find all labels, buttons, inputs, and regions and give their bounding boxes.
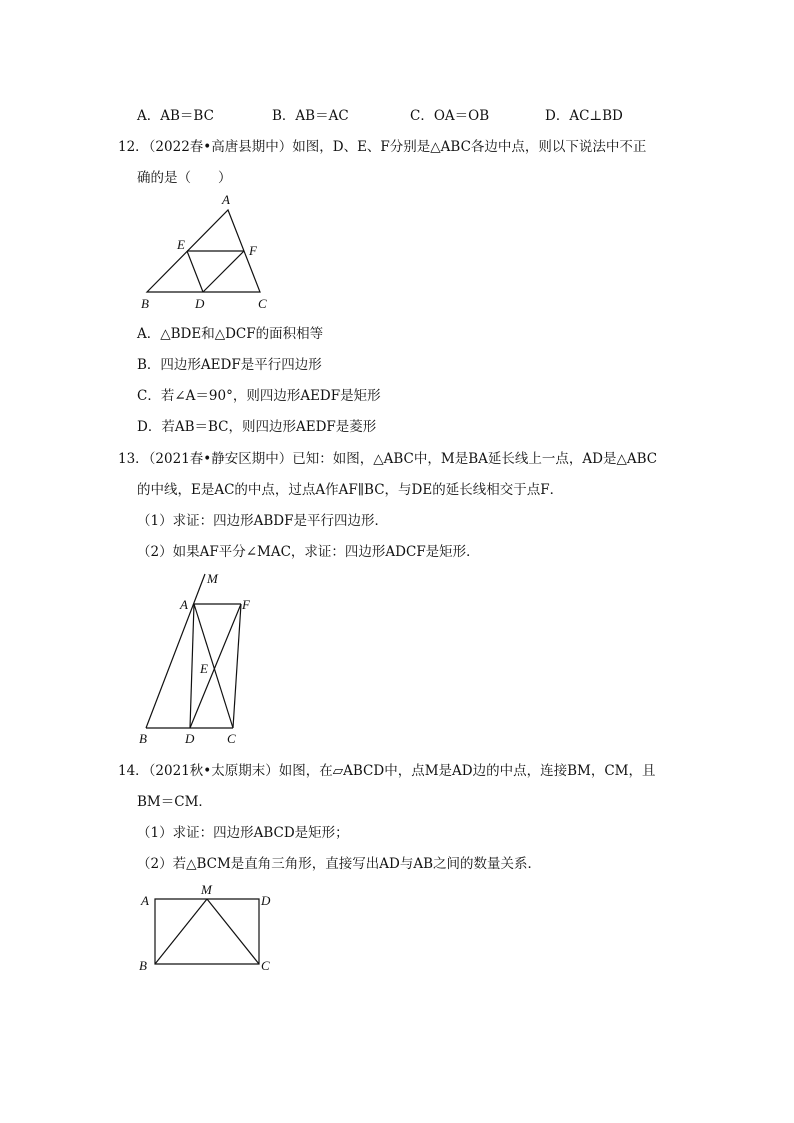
label-c: C xyxy=(258,296,267,311)
label-d: D xyxy=(261,893,271,908)
q14-part1: （1）求证：四边形ABCD是矩形； xyxy=(137,825,349,841)
segment-bm xyxy=(155,899,207,964)
label-a: A xyxy=(180,597,188,612)
q12-option-d: D．若AB＝BC，则四边形AEDF是菱形 xyxy=(137,419,377,435)
q12-stem-line2: 确的是（ ） xyxy=(137,170,232,186)
label-e: E xyxy=(200,661,208,676)
label-f: F xyxy=(242,597,250,612)
label-b: B xyxy=(139,958,147,973)
segment-ad xyxy=(190,604,194,728)
q14-stem-line2: BM＝CM． xyxy=(137,794,212,810)
label-a: A xyxy=(141,893,149,908)
label-b: B xyxy=(139,731,147,746)
q11-option-c: C．OA＝OB xyxy=(410,108,490,124)
label-b: B xyxy=(141,296,149,311)
label-c: C xyxy=(261,958,270,973)
q12-option-a: A．△BDE和△DCF的面积相等 xyxy=(137,326,324,342)
rectangle-abcd xyxy=(155,899,259,964)
q12-option-c: C．若∠A＝90°，则四边形AEDF是矩形 xyxy=(137,388,381,404)
q13-part2: （2）如果AF平分∠MAC，求证：四边形ADCF是矩形． xyxy=(137,544,480,560)
label-m: M xyxy=(207,571,218,586)
q11-option-d: D．AC⊥BD xyxy=(545,108,623,124)
segment-ed xyxy=(187,251,203,292)
segment-fc xyxy=(233,604,241,728)
q14-rectangle-figure xyxy=(135,880,295,980)
q13-figure xyxy=(135,568,285,748)
q13-stem-line2: 的中线，E是AC的中点，过点A作AF∥BC，与DE的延长线相交于点F． xyxy=(137,482,564,498)
q11-option-b: B．AB＝AC xyxy=(272,108,349,124)
q12-option-b: B．四边形AEDF是平行四边形 xyxy=(137,357,322,373)
label-d: D xyxy=(185,731,195,746)
segment-bm xyxy=(146,574,205,728)
label-a: A xyxy=(222,192,230,207)
segment-cm xyxy=(207,899,259,964)
label-m: M xyxy=(201,882,212,897)
q13-part1: （1）求证：四边形ABDF是平行四边形． xyxy=(137,513,388,529)
q14-part2: （2）若△BCM是直角三角形，直接写出AD与AB之间的数量关系． xyxy=(137,856,542,872)
q14-stem-line1: 14．（2021秋•太原期末）如图，在▱ABCD中，点M是AD边的中点，连接BM，CM，且 xyxy=(118,763,656,779)
label-f: F xyxy=(249,243,257,258)
q11-option-a: A．AB＝BC xyxy=(137,108,214,124)
q12-stem-line1: 12．（2022春•高唐县期中）如图，D、E、F分别是△ABC各边中点，则以下说法中不正 xyxy=(118,139,647,155)
label-c: C xyxy=(227,731,236,746)
segment-df xyxy=(190,604,241,728)
q13-stem-line1: 13．（2021春•静安区期中）已知：如图，△ABC中，M是BA延长线上一点，AD是△ABC xyxy=(118,451,658,467)
q12-triangle-figure xyxy=(135,190,295,320)
label-e: E xyxy=(177,237,185,252)
label-d: D xyxy=(195,296,205,311)
segment-df xyxy=(203,251,244,292)
